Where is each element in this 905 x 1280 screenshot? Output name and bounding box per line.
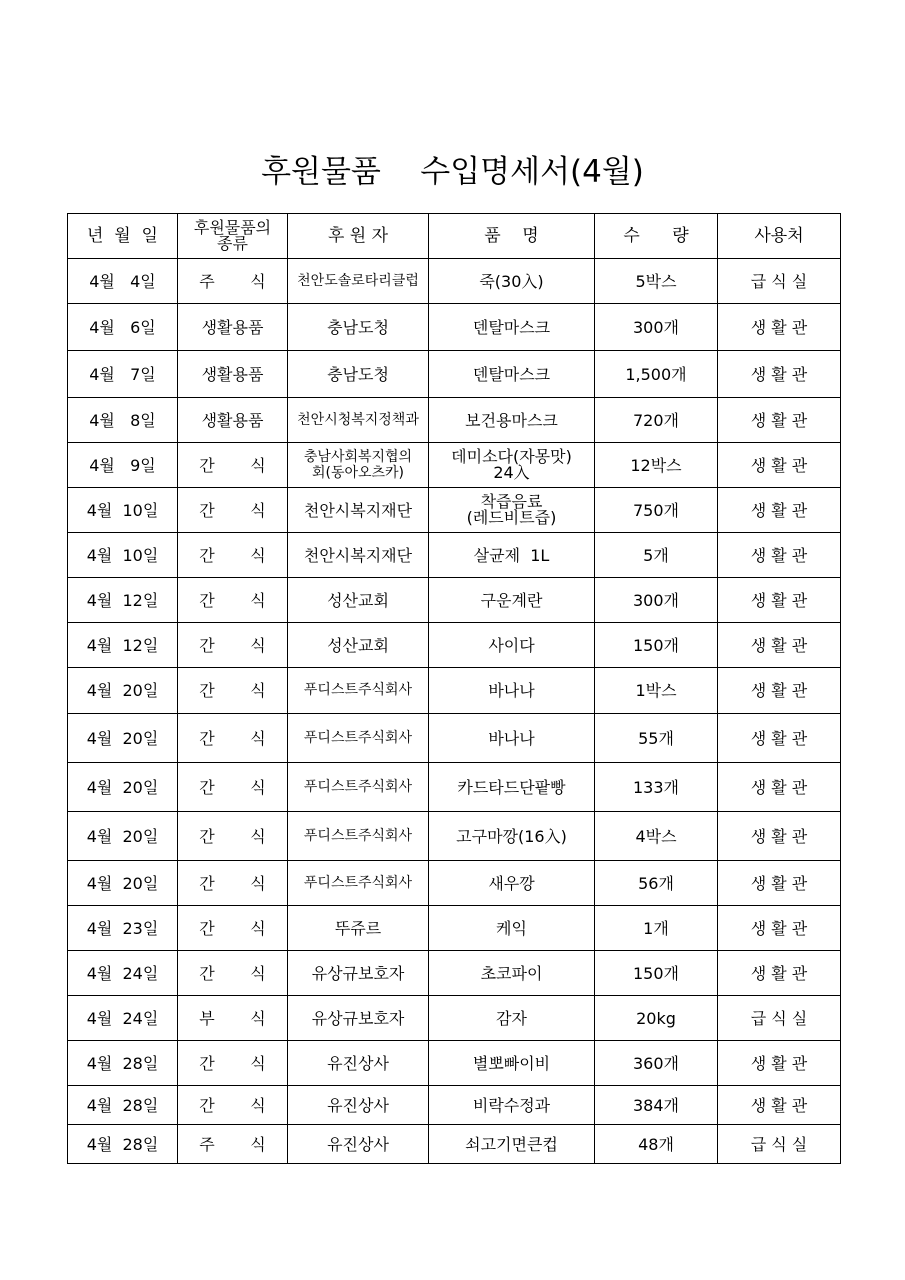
- date-cell: 4월 9일: [68, 443, 178, 488]
- date-cell: 4월 4일: [68, 259, 178, 304]
- table-row: [68, 812, 841, 861]
- category-cell: 주 식: [178, 1125, 288, 1164]
- header-category-line1: 후원물품의: [193, 218, 272, 237]
- category-cell: 간 식: [178, 443, 288, 488]
- category-cell: 간 식: [178, 623, 288, 668]
- date-cell: 4월 20일: [68, 861, 178, 906]
- category-cell: 간 식: [178, 951, 288, 996]
- date-cell: 4월 10일: [68, 488, 178, 533]
- item-cell: 쇠고기면큰컵: [429, 1125, 595, 1164]
- category-cell: 간 식: [178, 861, 288, 906]
- item-cell: 케익: [429, 906, 595, 951]
- donor-cell: 유진상사: [288, 1086, 429, 1125]
- quantity-cell: 150개: [595, 951, 718, 996]
- quantity-cell: 5박스: [595, 259, 718, 304]
- donor-cell: 성산교회: [288, 623, 429, 668]
- date-cell: 4월 8일: [68, 398, 178, 443]
- usage-cell: 생 활 관: [718, 714, 841, 763]
- header-usage: 사용처: [718, 214, 841, 259]
- donor-cell: 천안시청복지정책과: [288, 398, 429, 443]
- item-cell: [429, 488, 595, 533]
- quantity-cell: 12박스: [595, 443, 718, 488]
- donor-cell: 천안시복지재단: [288, 488, 429, 533]
- item-cell: 죽(30入): [429, 259, 595, 304]
- date-cell: 4월 20일: [68, 714, 178, 763]
- donor-cell: 충남도청: [288, 304, 429, 351]
- item-cell: 바나나: [429, 714, 595, 763]
- item-cell: 별뽀빠이비: [429, 1041, 595, 1086]
- category-cell: 부 식: [178, 996, 288, 1041]
- date-cell: 4월 24일: [68, 951, 178, 996]
- header-row: [68, 214, 841, 259]
- category-cell: 간 식: [178, 812, 288, 861]
- table-row: [68, 623, 841, 668]
- category-cell: 생활용품: [178, 351, 288, 398]
- table-body: [68, 259, 841, 1164]
- quantity-cell: 300개: [595, 304, 718, 351]
- donor-cell: 뚜쥬르: [288, 906, 429, 951]
- quantity-cell: 133개: [595, 763, 718, 812]
- table-row: [68, 951, 841, 996]
- table-row: [68, 443, 841, 488]
- quantity-cell: 1박스: [595, 668, 718, 714]
- category-cell: 주 식: [178, 259, 288, 304]
- donor-cell: 푸디스트주식회사: [288, 763, 429, 812]
- donor-cell: 유상규보호자: [288, 951, 429, 996]
- donor-cell: [288, 443, 429, 488]
- date-cell: 4월 28일: [68, 1041, 178, 1086]
- quantity-cell: 720개: [595, 398, 718, 443]
- donor-cell: 푸디스트주식회사: [288, 812, 429, 861]
- table-row: [68, 578, 841, 623]
- table-row: [68, 763, 841, 812]
- donor-cell: 성산교회: [288, 578, 429, 623]
- item-cell: 초코파이: [429, 951, 595, 996]
- category-cell: 간 식: [178, 1086, 288, 1125]
- item-cell: 덴탈마스크: [429, 304, 595, 351]
- quantity-cell: 5개: [595, 533, 718, 578]
- donor-cell-line1: 충남사회복지협의: [303, 449, 413, 465]
- usage-cell: 생 활 관: [718, 951, 841, 996]
- donor-cell: 유진상사: [288, 1041, 429, 1086]
- category-cell: 간 식: [178, 763, 288, 812]
- quantity-cell: 4박스: [595, 812, 718, 861]
- donation-table: [67, 213, 841, 1164]
- usage-cell: 생 활 관: [718, 304, 841, 351]
- category-cell: 간 식: [178, 714, 288, 763]
- date-cell: 4월 10일: [68, 533, 178, 578]
- donor-cell: 푸디스트주식회사: [288, 861, 429, 906]
- donor-cell-line2: 회(동아오츠카): [311, 465, 405, 481]
- quantity-cell: 300개: [595, 578, 718, 623]
- usage-cell: 생 활 관: [718, 443, 841, 488]
- table-row: [68, 1086, 841, 1125]
- date-cell: 4월 28일: [68, 1125, 178, 1164]
- header-quantity: 수 량: [595, 214, 718, 259]
- usage-cell: 생 활 관: [718, 1086, 841, 1125]
- item-cell: 새우깡: [429, 861, 595, 906]
- item-cell: 감자: [429, 996, 595, 1041]
- table-row: [68, 351, 841, 398]
- date-cell: 4월 24일: [68, 996, 178, 1041]
- item-cell: 비락수정과: [429, 1086, 595, 1125]
- usage-cell: 생 활 관: [718, 861, 841, 906]
- usage-cell: 생 활 관: [718, 1041, 841, 1086]
- usage-cell: 생 활 관: [718, 668, 841, 714]
- donor-cell: 천안도솔로타리클럽: [288, 259, 429, 304]
- date-cell: 4월 12일: [68, 623, 178, 668]
- quantity-cell: 384개: [595, 1086, 718, 1125]
- item-cell-line1: 착즙음료: [480, 492, 543, 511]
- date-cell: 4월 20일: [68, 668, 178, 714]
- document-title: 후원물품 수입명세서(4월): [261, 154, 644, 190]
- quantity-cell: 750개: [595, 488, 718, 533]
- category-cell: 간 식: [178, 906, 288, 951]
- table-row: [68, 1125, 841, 1164]
- date-cell: 4월 7일: [68, 351, 178, 398]
- quantity-cell: 56개: [595, 861, 718, 906]
- header-item: 품 명: [429, 214, 595, 259]
- item-cell: 구운계란: [429, 578, 595, 623]
- table-row: [68, 259, 841, 304]
- donor-cell: 충남도청: [288, 351, 429, 398]
- category-cell: 간 식: [178, 668, 288, 714]
- usage-cell: 생 활 관: [718, 623, 841, 668]
- item-cell: [429, 443, 595, 488]
- date-cell: 4월 20일: [68, 812, 178, 861]
- table-row: [68, 398, 841, 443]
- date-cell: 4월 12일: [68, 578, 178, 623]
- item-cell: 바나나: [429, 668, 595, 714]
- donor-cell: 천안시복지재단: [288, 533, 429, 578]
- usage-cell: 생 활 관: [718, 906, 841, 951]
- table-row: [68, 488, 841, 533]
- date-cell: 4월 20일: [68, 763, 178, 812]
- usage-cell: 생 활 관: [718, 578, 841, 623]
- header-category-line2: 종류: [217, 234, 248, 253]
- quantity-cell: 150개: [595, 623, 718, 668]
- item-cell-line2: 24入: [493, 463, 530, 482]
- item-cell: 덴탈마스크: [429, 351, 595, 398]
- item-cell-line2: (레드비트즙): [466, 508, 557, 527]
- category-cell: 간 식: [178, 578, 288, 623]
- table-row: [68, 906, 841, 951]
- table-row: [68, 304, 841, 351]
- header-category: [178, 214, 288, 259]
- item-cell: 보건용마스크: [429, 398, 595, 443]
- item-cell: 고구마깡(16入): [429, 812, 595, 861]
- category-cell: 간 식: [178, 488, 288, 533]
- category-cell: 간 식: [178, 533, 288, 578]
- item-cell-line1: 데미소다(자몽맛): [451, 447, 572, 466]
- item-cell: 사이다: [429, 623, 595, 668]
- table-row: [68, 668, 841, 714]
- usage-cell: 급 식 실: [718, 996, 841, 1041]
- date-cell: 4월 28일: [68, 1086, 178, 1125]
- usage-cell: 급 식 실: [718, 259, 841, 304]
- donor-cell: 푸디스트주식회사: [288, 714, 429, 763]
- usage-cell: 급 식 실: [718, 1125, 841, 1164]
- quantity-cell: 1,500개: [595, 351, 718, 398]
- usage-cell: 생 활 관: [718, 488, 841, 533]
- quantity-cell: 20kg: [595, 996, 718, 1041]
- quantity-cell: 48개: [595, 1125, 718, 1164]
- usage-cell: 생 활 관: [718, 763, 841, 812]
- date-cell: 4월 6일: [68, 304, 178, 351]
- header-date: 년 월 일: [68, 214, 178, 259]
- table-row: [68, 996, 841, 1041]
- usage-cell: 생 활 관: [718, 398, 841, 443]
- usage-cell: 생 활 관: [718, 351, 841, 398]
- quantity-cell: 360개: [595, 1041, 718, 1086]
- table-row: [68, 533, 841, 578]
- table-row: [68, 714, 841, 763]
- category-cell: 간 식: [178, 1041, 288, 1086]
- donor-cell: 푸디스트주식회사: [288, 668, 429, 714]
- item-cell: 살균제 1L: [429, 533, 595, 578]
- category-cell: 생활용품: [178, 304, 288, 351]
- quantity-cell: 55개: [595, 714, 718, 763]
- header-donor: 후 원 자: [288, 214, 429, 259]
- category-cell: 생활용품: [178, 398, 288, 443]
- table-row: [68, 861, 841, 906]
- date-cell: 4월 23일: [68, 906, 178, 951]
- usage-cell: 생 활 관: [718, 533, 841, 578]
- item-cell: 카드타드단팥빵: [429, 763, 595, 812]
- donor-cell: 유진상사: [288, 1125, 429, 1164]
- usage-cell: 생 활 관: [718, 812, 841, 861]
- table-row: [68, 1041, 841, 1086]
- donor-cell: 유상규보호자: [288, 996, 429, 1041]
- quantity-cell: 1개: [595, 906, 718, 951]
